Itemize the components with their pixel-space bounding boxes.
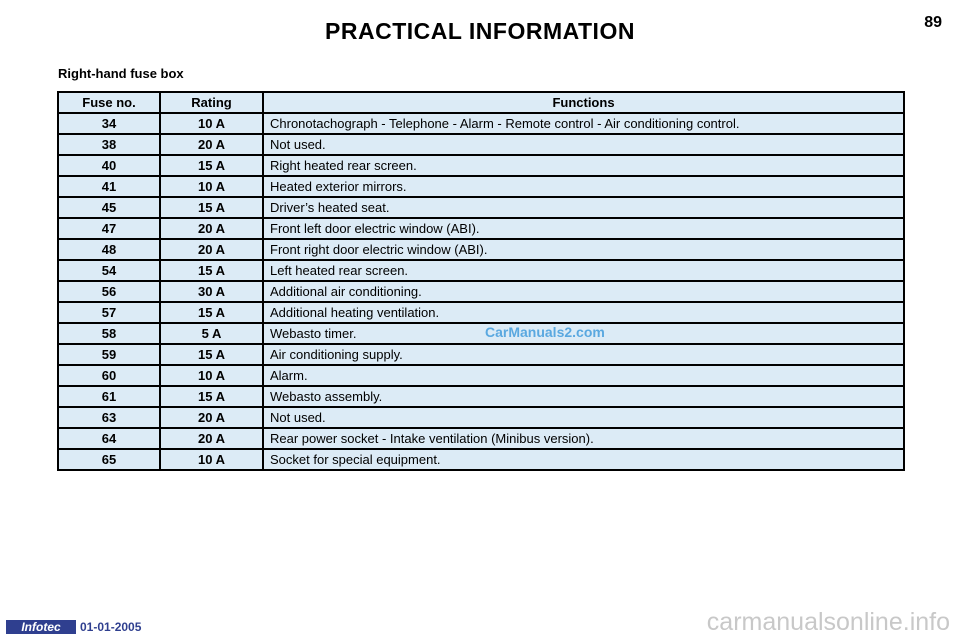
table-header-row <box>58 92 904 113</box>
rating-cell: 15 A <box>160 344 263 365</box>
table-row <box>58 344 904 365</box>
rating-cell: 20 A <box>160 428 263 449</box>
rating-cell: 30 A <box>160 281 263 302</box>
rating-cell: 10 A <box>160 449 263 470</box>
function-cell: Webasto timer. <box>263 323 904 344</box>
function-cell: Rear power socket - Intake ventilation (Minibus version). <box>263 428 904 449</box>
header-rating: Rating <box>160 92 263 113</box>
page-title: PRACTICAL INFORMATION <box>325 18 635 44</box>
fuse-number-cell: 57 <box>58 302 160 323</box>
function-cell: Webasto assembly. <box>263 386 904 407</box>
table-row <box>58 323 904 344</box>
function-cell: Additional heating ventilation. <box>263 302 904 323</box>
function-cell: Driver’s heated seat. <box>263 197 904 218</box>
table-row <box>58 407 904 428</box>
fuse-number-cell: 48 <box>58 239 160 260</box>
fuse-number-cell: 60 <box>58 365 160 386</box>
fuse-number-cell: 41 <box>58 176 160 197</box>
table-row <box>58 365 904 386</box>
fuse-number-cell: 34 <box>58 113 160 134</box>
fuse-number-cell: 61 <box>58 386 160 407</box>
rating-cell: 5 A <box>160 323 263 344</box>
fuse-number-cell: 40 <box>58 155 160 176</box>
rating-cell: 15 A <box>160 302 263 323</box>
fuse-table <box>57 91 905 471</box>
rating-cell: 20 A <box>160 239 263 260</box>
rating-cell: 10 A <box>160 365 263 386</box>
rating-cell: 20 A <box>160 218 263 239</box>
function-cell: Front right door electric window (ABI). <box>263 239 904 260</box>
table-row <box>58 260 904 281</box>
table-body <box>58 113 904 470</box>
fuse-number-cell: 58 <box>58 323 160 344</box>
fuse-number-cell: 45 <box>58 197 160 218</box>
footer-date: 01-01-2005 <box>80 620 142 634</box>
table-row <box>58 449 904 470</box>
table-row <box>58 281 904 302</box>
table-row <box>58 113 904 134</box>
carmanuals-watermark: CarManuals2.com <box>485 324 605 340</box>
fuse-number-cell: 59 <box>58 344 160 365</box>
fuse-number-cell: 54 <box>58 260 160 281</box>
fuse-number-cell: 47 <box>58 218 160 239</box>
table-row <box>58 197 904 218</box>
fuse-number-cell: 63 <box>58 407 160 428</box>
rating-cell: 20 A <box>160 134 263 155</box>
function-cell: Alarm. <box>263 365 904 386</box>
table-row <box>58 302 904 323</box>
rating-cell: 10 A <box>160 113 263 134</box>
function-cell: Not used. <box>263 407 904 428</box>
table-row <box>58 176 904 197</box>
table-row <box>58 386 904 407</box>
rating-cell: 15 A <box>160 155 263 176</box>
function-cell: Front left door electric window (ABI). <box>263 218 904 239</box>
header-functions: Functions <box>263 92 904 113</box>
function-cell: Air conditioning supply. <box>263 344 904 365</box>
fuse-number-cell: 38 <box>58 134 160 155</box>
function-cell: Socket for special equipment. <box>263 449 904 470</box>
site-watermark: carmanualsonline.info <box>706 608 950 636</box>
table-row <box>58 134 904 155</box>
rating-cell: 15 A <box>160 197 263 218</box>
rating-cell: 15 A <box>160 386 263 407</box>
function-cell: Left heated rear screen. <box>263 260 904 281</box>
fuse-number-cell: 56 <box>58 281 160 302</box>
table-row <box>58 239 904 260</box>
fuse-number-cell: 64 <box>58 428 160 449</box>
table-row <box>58 428 904 449</box>
function-cell: Right heated rear screen. <box>263 155 904 176</box>
function-cell: Heated exterior mirrors. <box>263 176 904 197</box>
table-row <box>58 155 904 176</box>
table-row <box>58 218 904 239</box>
infotec-logo: Infotec <box>6 620 76 634</box>
header-fuse-no: Fuse no. <box>58 92 160 113</box>
function-cell: Additional air conditioning. <box>263 281 904 302</box>
rating-cell: 20 A <box>160 407 263 428</box>
rating-cell: 10 A <box>160 176 263 197</box>
page-number: 89 <box>924 14 942 31</box>
section-title: Right-hand fuse box <box>58 66 184 81</box>
function-cell: Chronotachograph - Telephone - Alarm - Remote control - Air conditioning control. <box>263 113 904 134</box>
rating-cell: 15 A <box>160 260 263 281</box>
fuse-number-cell: 65 <box>58 449 160 470</box>
function-cell: Not used. <box>263 134 904 155</box>
